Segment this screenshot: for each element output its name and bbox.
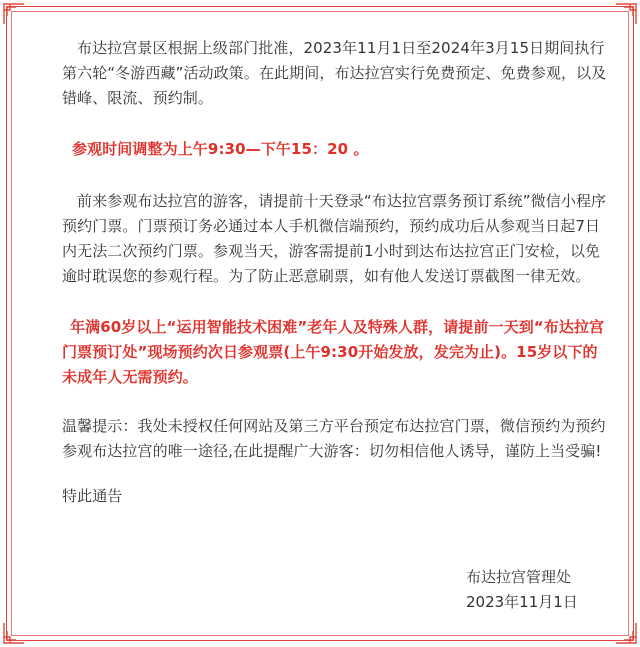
corner-ornament-icon [2,621,26,645]
warm-reminder-paragraph: 温馨提示：我处未授权任何网站及第三方平台预定布达拉宫门票，微信预约为预约参观布达拉宫的唯一途径,在此提醒广大游客：切勿相信他人诱导，谨防上当受骗! [62,417,606,460]
corner-ornament-icon [2,2,26,26]
corner-ornament-icon [614,621,638,645]
signature-organization: 布达拉宫管理处 [466,568,572,586]
elderly-special-notice: 年满60岁以上“运用智能技术困难”老年人及特殊人群，请提前一天到“布达拉宫门票预订处”现场预约次日参观票(上午9:30开始发放，发完为止)。15岁以下的未成年人无需预约。 [62,318,605,386]
corner-ornament-icon [614,2,638,26]
signature-date: 2023年11月1日 [466,593,578,611]
closing-line: 特此通告 [62,487,123,505]
policy-paragraph: 布达拉宫景区根据上级部门批准，2023年11月1日至2024年3月15日期间执行第六轮“冬游西藏”活动政策。在此期间，布达拉宫实行免费预定、免费参观，以及错峰、限流、预约制。 [62,39,607,107]
visiting-hours-notice: 参观时间调整为上午9:30—下午15：20 。 [72,140,369,158]
notice-body [62,36,607,509]
reservation-paragraph: 前来参观布达拉宫的游客，请提前十天登录“布达拉宫票务预订系统”微信小程序预约门票。门票预订务必通过本人手机微信端预约，预约成功后从参观当日起7日内无法二次预约门票。参观当天，游客需提前1小时到达布达拉宫正门安检，以免逾时耽误您的参观行程。为了防止恶意刷票，如有他人发送订票截图一律无效。 [62,192,607,285]
